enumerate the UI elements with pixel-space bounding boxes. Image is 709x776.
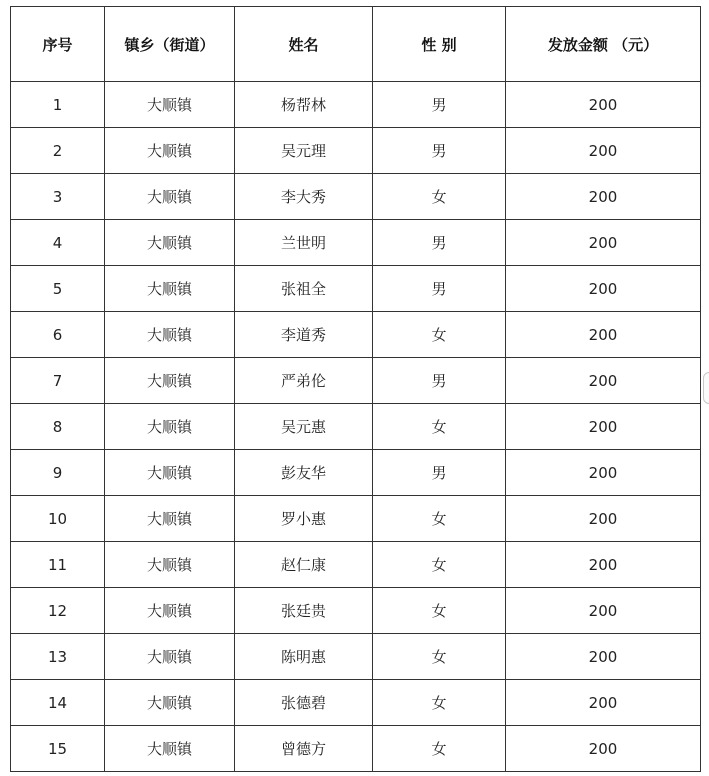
table-row [11,266,701,312]
cell-town: 大顺镇 [105,542,235,588]
cell-amount: 200 [506,358,701,404]
table-row [11,404,701,450]
cell-town: 大顺镇 [105,266,235,312]
cell-amount: 200 [506,450,701,496]
cell-serial-number: 6 [11,312,105,358]
cell-name: 赵仁康 [235,542,373,588]
cell-town: 大顺镇 [105,404,235,450]
cell-amount: 200 [506,726,701,772]
table-body [11,82,701,772]
cell-amount: 200 [506,174,701,220]
cell-gender: 女 [373,634,506,680]
table-row [11,542,701,588]
cell-serial-number: 2 [11,128,105,174]
cell-serial-number: 4 [11,220,105,266]
cell-gender: 女 [373,496,506,542]
cell-name: 李大秀 [235,174,373,220]
cell-town: 大顺镇 [105,220,235,266]
cell-gender: 男 [373,358,506,404]
cell-amount: 200 [506,496,701,542]
subsidy-table [10,6,701,772]
cell-amount: 200 [506,312,701,358]
cell-amount: 200 [506,588,701,634]
cell-name: 李道秀 [235,312,373,358]
table-header [11,7,701,82]
header-gender: 性 别 [373,7,506,82]
cell-name: 张廷贵 [235,588,373,634]
table-row [11,358,701,404]
cell-serial-number: 11 [11,542,105,588]
cell-amount: 200 [506,266,701,312]
cell-amount: 200 [506,680,701,726]
table-row [11,588,701,634]
cell-amount: 200 [506,220,701,266]
header-row [11,7,701,82]
cell-town: 大顺镇 [105,680,235,726]
cell-serial-number: 8 [11,404,105,450]
cell-town: 大顺镇 [105,358,235,404]
table-row [11,312,701,358]
cell-name: 兰世明 [235,220,373,266]
cell-amount: 200 [506,404,701,450]
table-row [11,496,701,542]
cell-gender: 女 [373,588,506,634]
cell-name: 彭友华 [235,450,373,496]
cell-gender: 女 [373,542,506,588]
table-row [11,634,701,680]
cell-serial-number: 14 [11,680,105,726]
cell-name: 张德碧 [235,680,373,726]
table-row [11,450,701,496]
cell-serial-number: 3 [11,174,105,220]
table-row [11,726,701,772]
cell-name: 吴元惠 [235,404,373,450]
table-row [11,82,701,128]
cell-gender: 女 [373,312,506,358]
cell-name: 严弟伦 [235,358,373,404]
cell-name: 张祖全 [235,266,373,312]
cell-serial-number: 10 [11,496,105,542]
cell-town: 大顺镇 [105,726,235,772]
cell-serial-number: 12 [11,588,105,634]
cell-name: 罗小惠 [235,496,373,542]
cell-name: 曾德方 [235,726,373,772]
cell-serial-number: 13 [11,634,105,680]
cell-name: 吴元理 [235,128,373,174]
cell-name: 杨帮林 [235,82,373,128]
page-edge-scroll-handle[interactable] [703,372,709,404]
cell-serial-number: 7 [11,358,105,404]
cell-town: 大顺镇 [105,82,235,128]
cell-amount: 200 [506,128,701,174]
header-serial-number: 序号 [11,7,105,82]
cell-amount: 200 [506,542,701,588]
cell-amount: 200 [506,634,701,680]
cell-serial-number: 5 [11,266,105,312]
cell-serial-number: 9 [11,450,105,496]
cell-town: 大顺镇 [105,450,235,496]
cell-gender: 男 [373,128,506,174]
cell-gender: 女 [373,726,506,772]
cell-serial-number: 15 [11,726,105,772]
cell-serial-number: 1 [11,82,105,128]
cell-name: 陈明惠 [235,634,373,680]
table-row [11,174,701,220]
table-row [11,128,701,174]
header-town: 镇乡（街道） [105,7,235,82]
cell-town: 大顺镇 [105,588,235,634]
table-container [10,6,701,772]
cell-gender: 男 [373,450,506,496]
cell-town: 大顺镇 [105,496,235,542]
cell-gender: 女 [373,174,506,220]
table-row [11,680,701,726]
header-name: 姓名 [235,7,373,82]
cell-gender: 男 [373,82,506,128]
cell-gender: 男 [373,266,506,312]
cell-town: 大顺镇 [105,634,235,680]
cell-amount: 200 [506,82,701,128]
cell-gender: 女 [373,404,506,450]
cell-town: 大顺镇 [105,312,235,358]
table-row [11,220,701,266]
cell-gender: 男 [373,220,506,266]
cell-town: 大顺镇 [105,174,235,220]
header-amount: 发放金额 （元） [506,7,701,82]
cell-gender: 女 [373,680,506,726]
cell-town: 大顺镇 [105,128,235,174]
